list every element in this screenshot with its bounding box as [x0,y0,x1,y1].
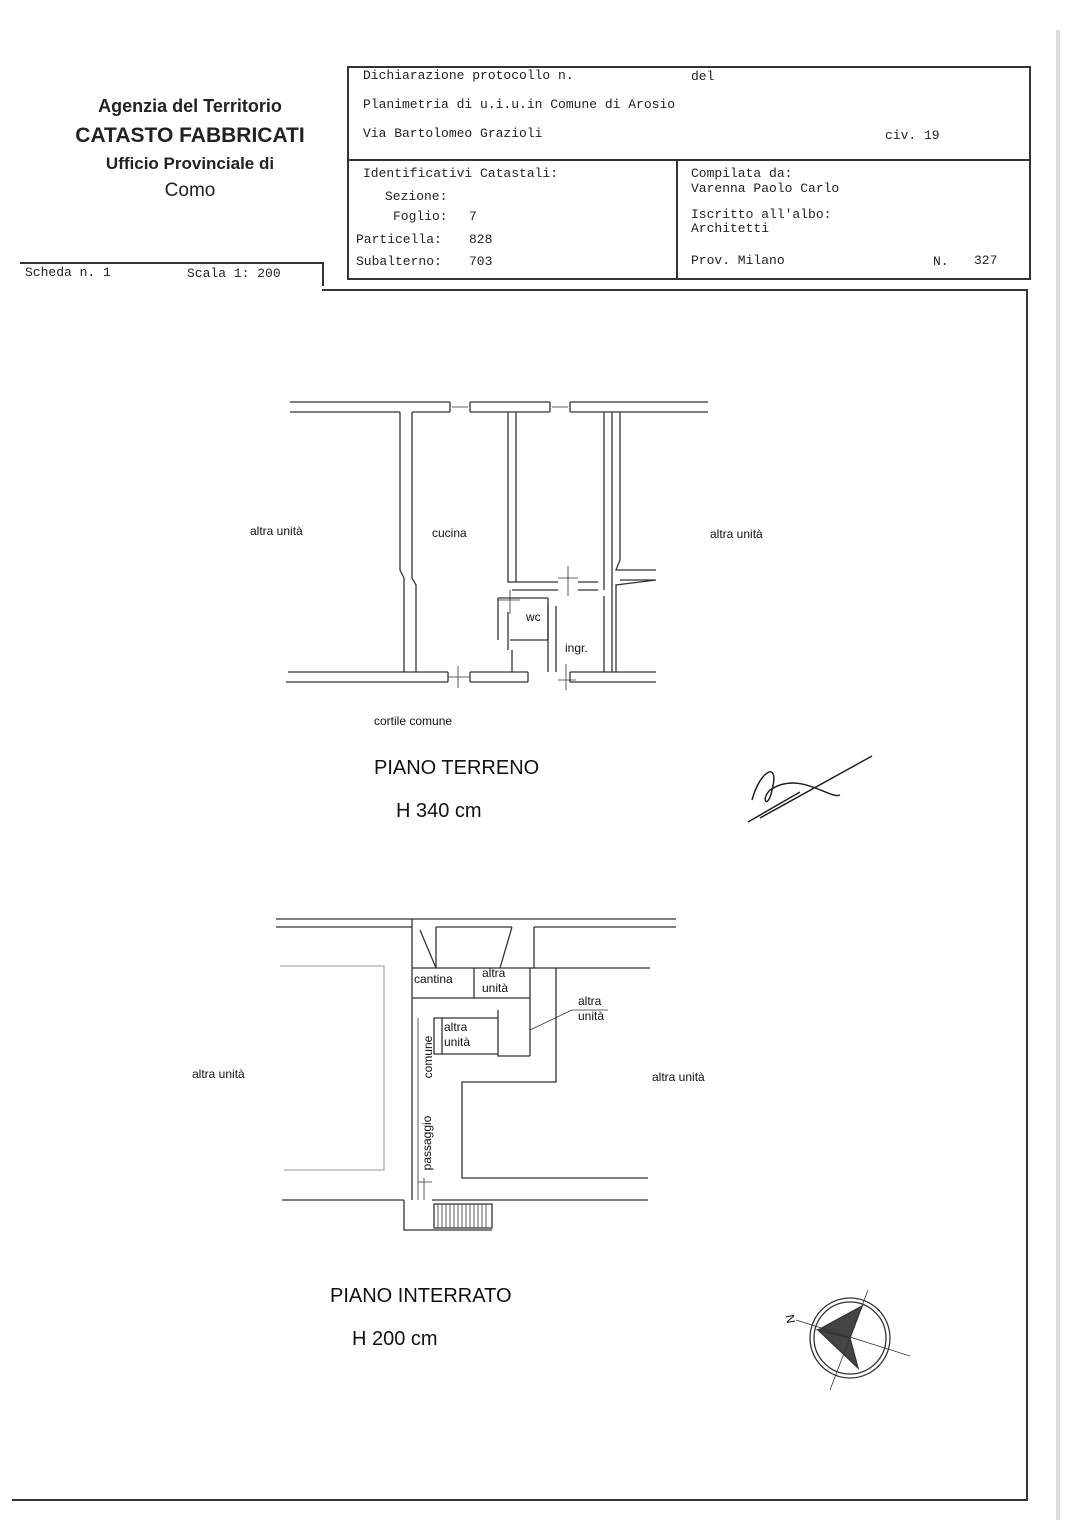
planimetria-line: Planimetria di u.i.u.in Comune di Arosio [363,97,676,112]
register-number-value: 327 [974,253,998,268]
room-altra-unita-2-b: unità [444,1035,471,1049]
register-number-label: N. [933,254,949,269]
basement-title: PIANO INTERRATO [330,1285,512,1307]
room-cucina: cucina [432,526,467,540]
corridor-label-comune: comune [421,1035,435,1079]
foglio-value: 7 [469,209,477,224]
basement-left-unit: altra unità [192,1067,245,1081]
corridor-label-passaggio: passaggio [420,1115,434,1171]
agency-name: Agenzia del Territorio [98,96,282,116]
room-altra-unita-3-a: altra [578,994,602,1008]
basement-right-unit: altra unità [652,1070,705,1084]
compilata-name: Varenna Paolo Carlo [691,181,840,196]
albo-value: Architetti [691,221,770,236]
signature [748,756,872,822]
room-right-unit: altra unità [710,527,763,541]
protocol-label: Dichiarazione protocollo n. [363,68,574,83]
room-left-unit: altra unità [250,524,303,538]
room-altra-unita-3-b: unità [578,1009,605,1023]
civic-number: civ. 19 [885,128,940,143]
identificativi-title: Identificativi Catastali: [363,166,559,181]
foglio-label: Foglio: [393,209,448,224]
compass-rose [796,1290,910,1390]
scale-label: Scala 1: 200 [187,266,281,281]
ground-floor-height: H 340 cm [396,800,482,822]
office-city: Como [164,180,216,201]
subalterno-label: Subalterno: [356,254,442,269]
ground-floor-title: PIANO TERRENO [374,757,540,779]
courtyard-label: cortile comune [374,714,453,728]
province: Prov. Milano [691,253,785,268]
room-wc: wc [526,610,541,624]
del-label: del [691,69,715,84]
compilata-title: Compilata da: [691,166,793,181]
compass-north-label: N [782,1313,798,1325]
catasto-title: CATASTO FABBRICATI [75,124,305,147]
subalterno-value: 703 [469,254,493,269]
office-label: Ufficio Provinciale di [105,154,275,173]
albo-label: Iscritto all'albo: [691,207,832,222]
room-ingresso: ingr. [565,641,588,655]
scheda-number: Scheda n. 1 [25,265,111,280]
room-altra-unita-1-a: altra [482,966,506,980]
room-cantina: cantina [414,972,453,986]
drawing-frame [12,290,1027,1500]
room-altra-unita-2-a: altra [444,1020,468,1034]
sezione-label: Sezione: [385,189,448,204]
room-altra-unita-1-b: unità [482,981,509,995]
address-line: Via Bartolomeo Grazioli [363,126,543,141]
basement-height: H 200 cm [352,1328,438,1350]
particella-value: 828 [469,232,493,247]
particella-label: Particella: [356,232,442,247]
